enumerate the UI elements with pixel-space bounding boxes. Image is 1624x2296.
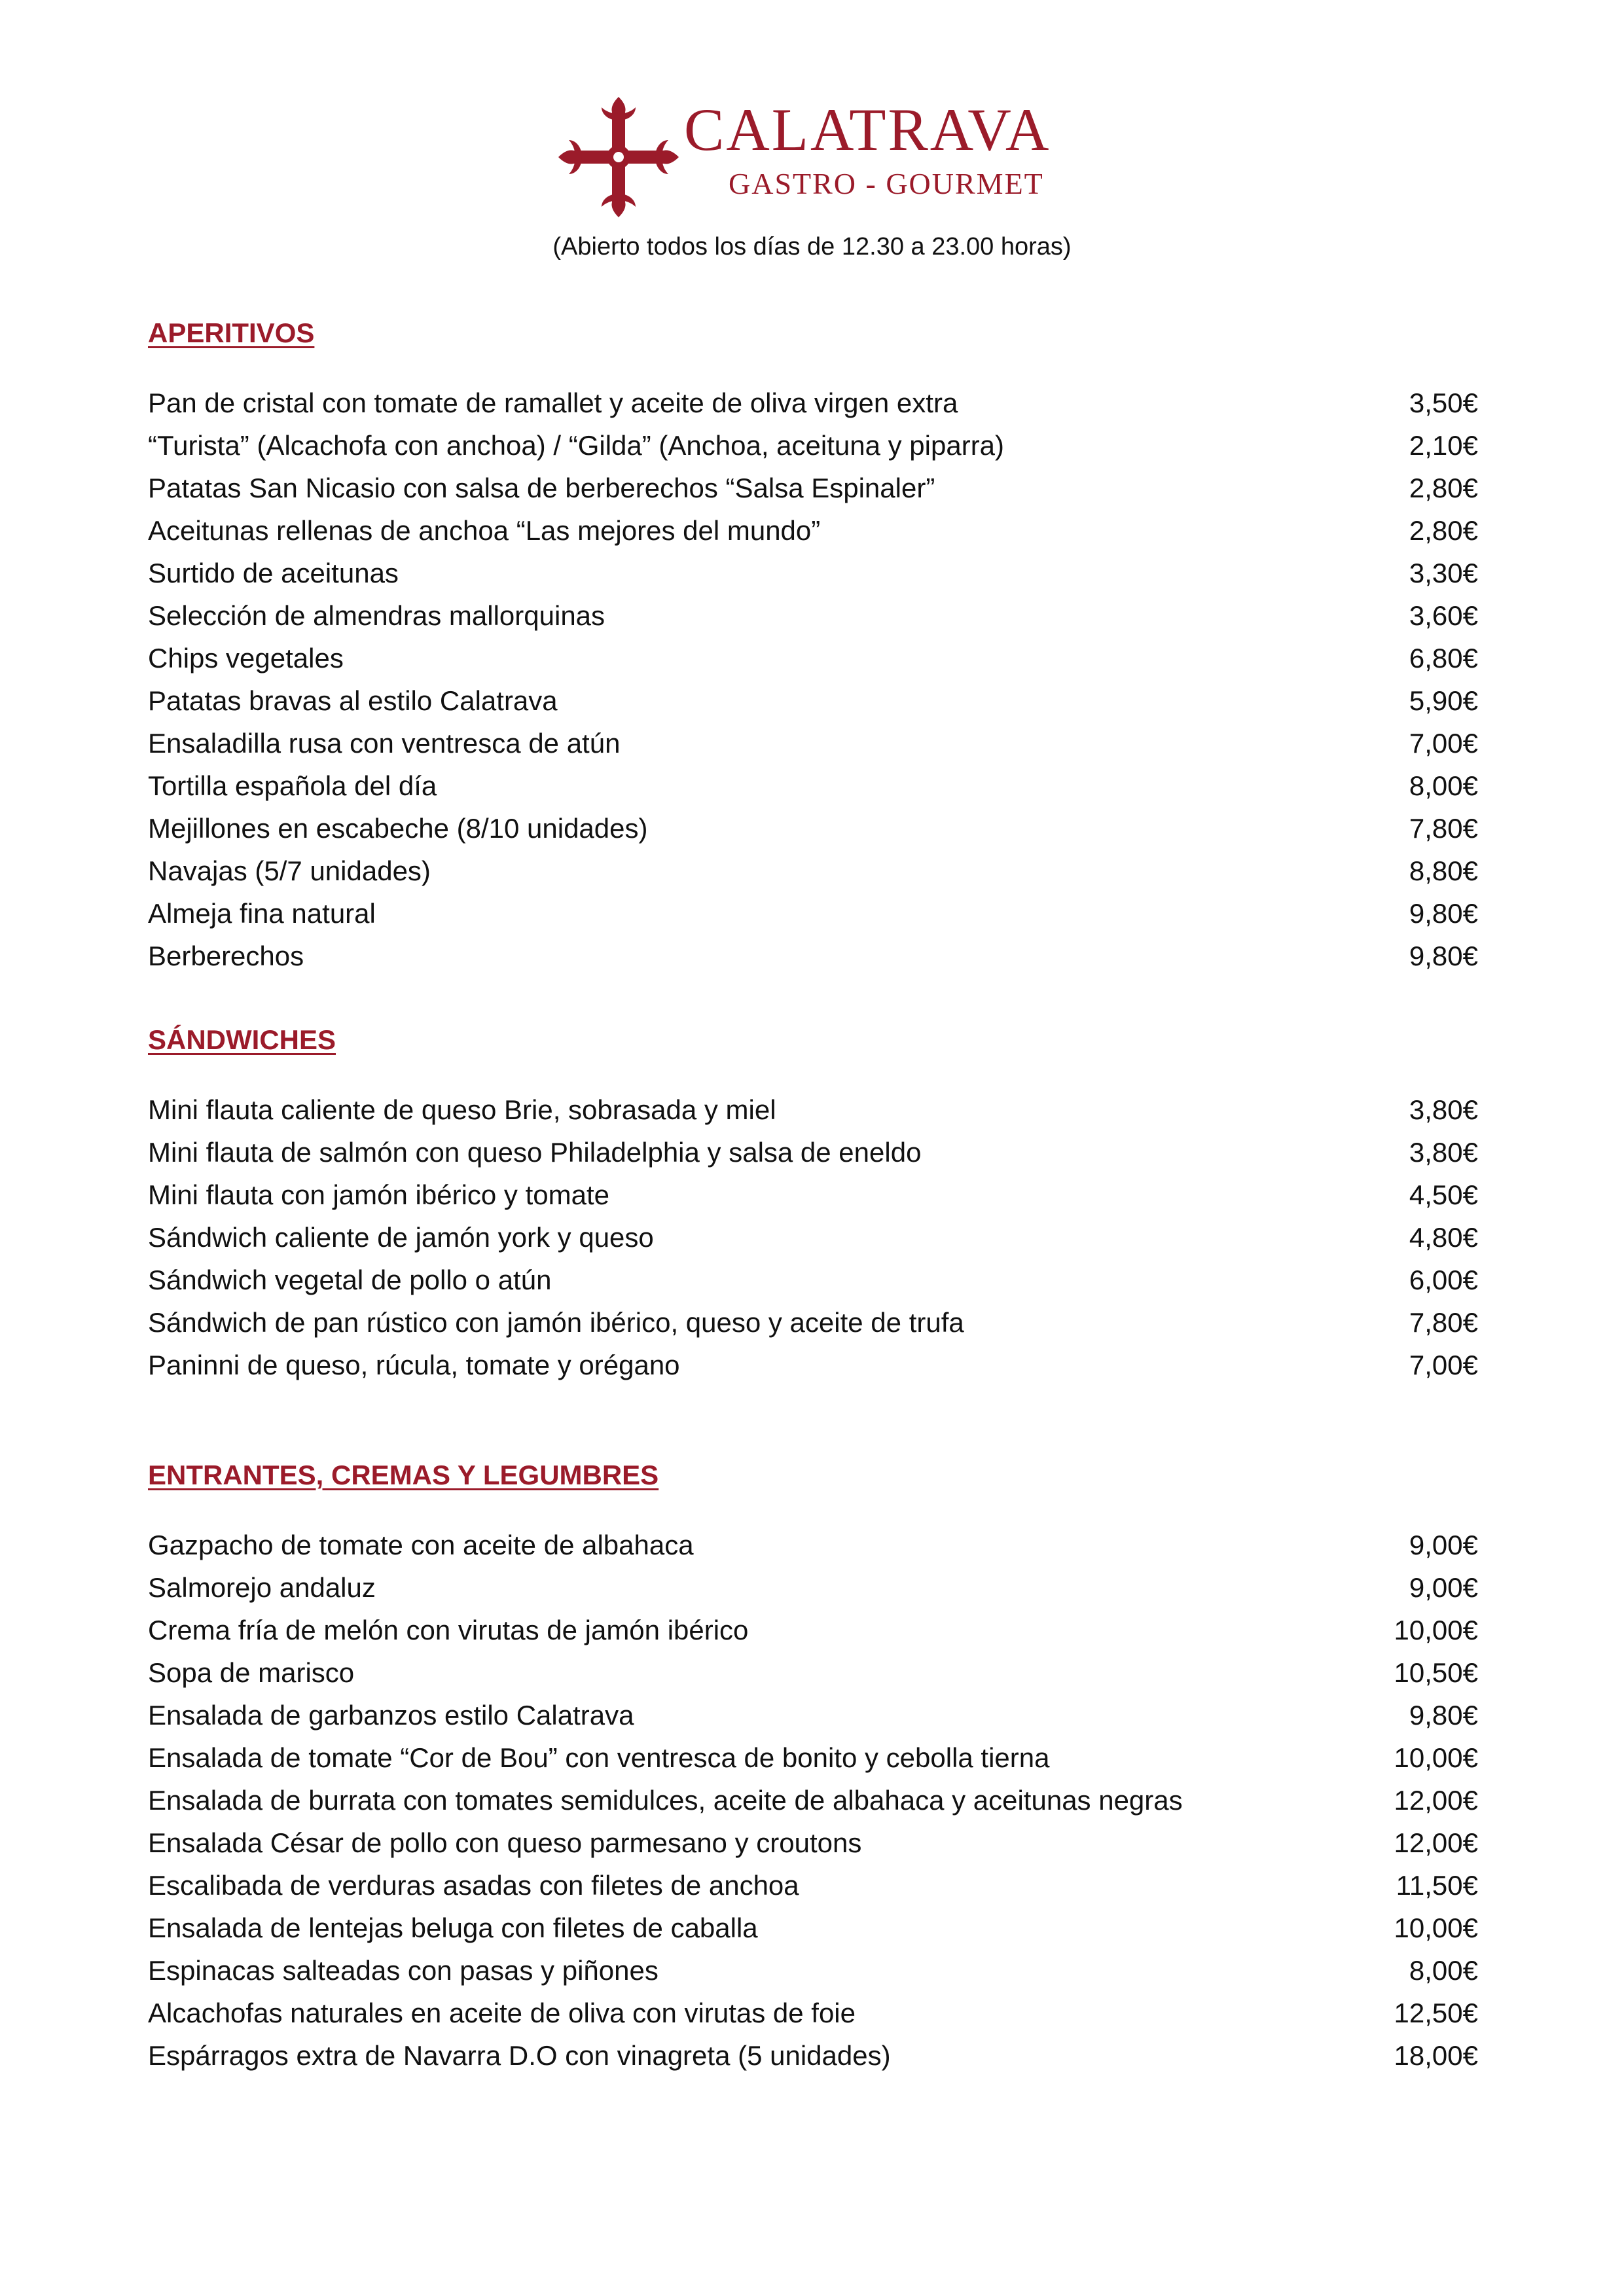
menu-item: [148, 467, 1478, 509]
menu-item: [148, 764, 1478, 807]
item-name: Sándwich caliente de jamón york y queso: [148, 1222, 654, 1253]
menu-item: [148, 807, 1478, 850]
menu-item: [148, 679, 1478, 722]
item-name: Patatas bravas al estilo Calatrava: [148, 685, 558, 716]
item-price: 10,00€: [1394, 1615, 1478, 1645]
menu-item: [148, 1216, 1478, 1259]
menu-item: [148, 1131, 1478, 1174]
item-name: Paninni de queso, rúcula, tomate y orégano: [148, 1350, 680, 1380]
section-title-aperitivos: APERITIVOS: [148, 317, 315, 348]
menu-item: [148, 1301, 1478, 1344]
cross-of-calatrava-icon: [553, 92, 684, 223]
item-price: 2,10€: [1409, 430, 1478, 461]
item-name: Chips vegetales: [148, 643, 344, 673]
item-price: 10,00€: [1394, 1912, 1478, 1943]
item-price: 12,00€: [1394, 1827, 1478, 1858]
item-name: Tortilla española del día: [148, 770, 437, 801]
item-name: Mini flauta de salmón con queso Philadelphia y salsa de eneldo: [148, 1137, 922, 1168]
menu-item: [148, 935, 1478, 977]
menu-item: [148, 382, 1478, 424]
item-price: 9,00€: [1409, 1530, 1478, 1560]
opening-hours: (Abierto todos los días de 12.30 a 23.00 horas): [552, 233, 1072, 260]
item-name: Ensalada de burrata con tomates semidulces, aceite de albahaca y aceitunas negras: [148, 1785, 1183, 1816]
menu-header: [0, 92, 1624, 223]
item-price: 7,80€: [1409, 813, 1478, 844]
menu-item: [148, 1088, 1478, 1131]
menu-item: [148, 1864, 1478, 1907]
item-name: Surtido de aceitunas: [148, 558, 399, 588]
menu-item: [148, 637, 1478, 679]
menu-item: [148, 1821, 1478, 1864]
item-name: Alcachofas naturales en aceite de oliva con virutas de foie: [148, 1998, 856, 2028]
item-price: 5,90€: [1409, 685, 1478, 716]
menu-item: [148, 850, 1478, 892]
item-name: Sándwich de pan rústico con jamón ibérico, queso y aceite de trufa: [148, 1307, 964, 1338]
item-price: 4,50€: [1409, 1179, 1478, 1210]
item-price: 4,80€: [1409, 1222, 1478, 1253]
menu-list-sandwiches: [148, 1088, 1478, 1386]
item-name: Escalibada de verduras asadas con filetes de anchoa: [148, 1870, 799, 1901]
item-name: Selección de almendras mallorquinas: [148, 600, 605, 631]
item-price: 6,80€: [1409, 643, 1478, 673]
item-name: Gazpacho de tomate con aceite de albahaca: [148, 1530, 694, 1560]
item-price: 11,50€: [1396, 1870, 1478, 1901]
menu-item: [148, 1524, 1478, 1566]
item-name: Patatas San Nicasio con salsa de berberechos “Salsa Espinaler”: [148, 473, 935, 503]
brand-subtitle: GASTRO - GOURMET: [729, 167, 1044, 200]
item-name: Aceitunas rellenas de anchoa “Las mejores del mundo”: [148, 515, 821, 546]
item-price: 2,80€: [1409, 473, 1478, 503]
item-name: Mini flauta con jamón ibérico y tomate: [148, 1179, 609, 1210]
item-price: 10,50€: [1394, 1657, 1478, 1688]
item-price: 3,60€: [1409, 600, 1478, 631]
menu-item: [148, 509, 1478, 552]
item-price: 7,00€: [1409, 1350, 1478, 1380]
item-name: Navajas (5/7 unidades): [148, 855, 431, 886]
item-price: 12,00€: [1394, 1785, 1478, 1816]
item-name: Ensalada de lentejas beluga con filetes de caballa: [148, 1912, 758, 1943]
item-price: 9,00€: [1409, 1572, 1478, 1603]
menu-item: [148, 2034, 1478, 2077]
menu-item: [148, 1344, 1478, 1386]
menu-item: [148, 1259, 1478, 1301]
item-name: Espinacas salteadas con pasas y piñones: [148, 1955, 659, 1986]
item-name: Ensalada de tomate “Cor de Bou” con ventresca de bonito y cebolla tierna: [148, 1742, 1050, 1773]
item-name: Berberechos: [148, 941, 304, 971]
menu-item: [148, 552, 1478, 594]
menu-item: [148, 1609, 1478, 1651]
item-price: 9,80€: [1409, 1700, 1478, 1731]
menu-item: [148, 1949, 1478, 1992]
menu-item: [148, 1651, 1478, 1694]
item-name: Ensalada César de pollo con queso parmesano y croutons: [148, 1827, 862, 1858]
item-name: Ensaladilla rusa con ventresca de atún: [148, 728, 621, 759]
menu-item: [148, 1566, 1478, 1609]
menu-item: [148, 1907, 1478, 1949]
item-price: 10,00€: [1394, 1742, 1478, 1773]
item-name: Almeja fina natural: [148, 898, 376, 929]
item-price: 8,00€: [1409, 1955, 1478, 1986]
item-name: Mini flauta caliente de queso Brie, sobrasada y miel: [148, 1094, 776, 1125]
item-price: 18,00€: [1394, 2040, 1478, 2071]
item-price: 3,80€: [1409, 1094, 1478, 1125]
menu-item: [148, 1736, 1478, 1779]
item-name: Ensalada de garbanzos estilo Calatrava: [148, 1700, 634, 1731]
menu-item: [148, 424, 1478, 467]
brand-logo: [553, 92, 1077, 223]
item-name: Crema fría de melón con virutas de jamón ibérico: [148, 1615, 749, 1645]
menu-item: [148, 892, 1478, 935]
item-name: Espárragos extra de Navarra D.O con vinagreta (5 unidades): [148, 2040, 891, 2071]
brand-name: CALATRAVA: [684, 96, 1051, 163]
item-price: 9,80€: [1409, 941, 1478, 971]
item-name: Pan de cristal con tomate de ramallet y aceite de oliva virgen extra: [148, 387, 958, 418]
section-title-entrantes: ENTRANTES, CREMAS Y LEGUMBRES: [148, 1460, 659, 1490]
menu-item: [148, 1694, 1478, 1736]
item-price: 7,80€: [1409, 1307, 1478, 1338]
item-price: 8,80€: [1409, 855, 1478, 886]
menu-list-aperitivos: [148, 382, 1478, 977]
item-name: “Turista” (Alcachofa con anchoa) / “Gilda” (Anchoa, aceituna y piparra): [148, 430, 1005, 461]
item-name: Sándwich vegetal de pollo o atún: [148, 1265, 552, 1295]
menu-item: [148, 1174, 1478, 1216]
item-name: Salmorejo andaluz: [148, 1572, 376, 1603]
item-price: 3,50€: [1409, 387, 1478, 418]
item-price: 6,00€: [1409, 1265, 1478, 1295]
menu-item: [148, 1992, 1478, 2034]
item-price: 9,80€: [1409, 898, 1478, 929]
item-price: 3,30€: [1409, 558, 1478, 588]
item-price: 7,00€: [1409, 728, 1478, 759]
menu-item: [148, 594, 1478, 637]
item-price: 8,00€: [1409, 770, 1478, 801]
item-name: Sopa de marisco: [148, 1657, 355, 1688]
item-name: Mejillones en escabeche (8/10 unidades): [148, 813, 648, 844]
section-title-sandwiches: SÁNDWICHES: [148, 1024, 336, 1055]
menu-item: [148, 1779, 1478, 1821]
menu-list-entrantes: [148, 1524, 1478, 2077]
item-price: 2,80€: [1409, 515, 1478, 546]
item-price: 12,50€: [1394, 1998, 1478, 2028]
item-price: 3,80€: [1409, 1137, 1478, 1168]
menu-item: [148, 722, 1478, 764]
